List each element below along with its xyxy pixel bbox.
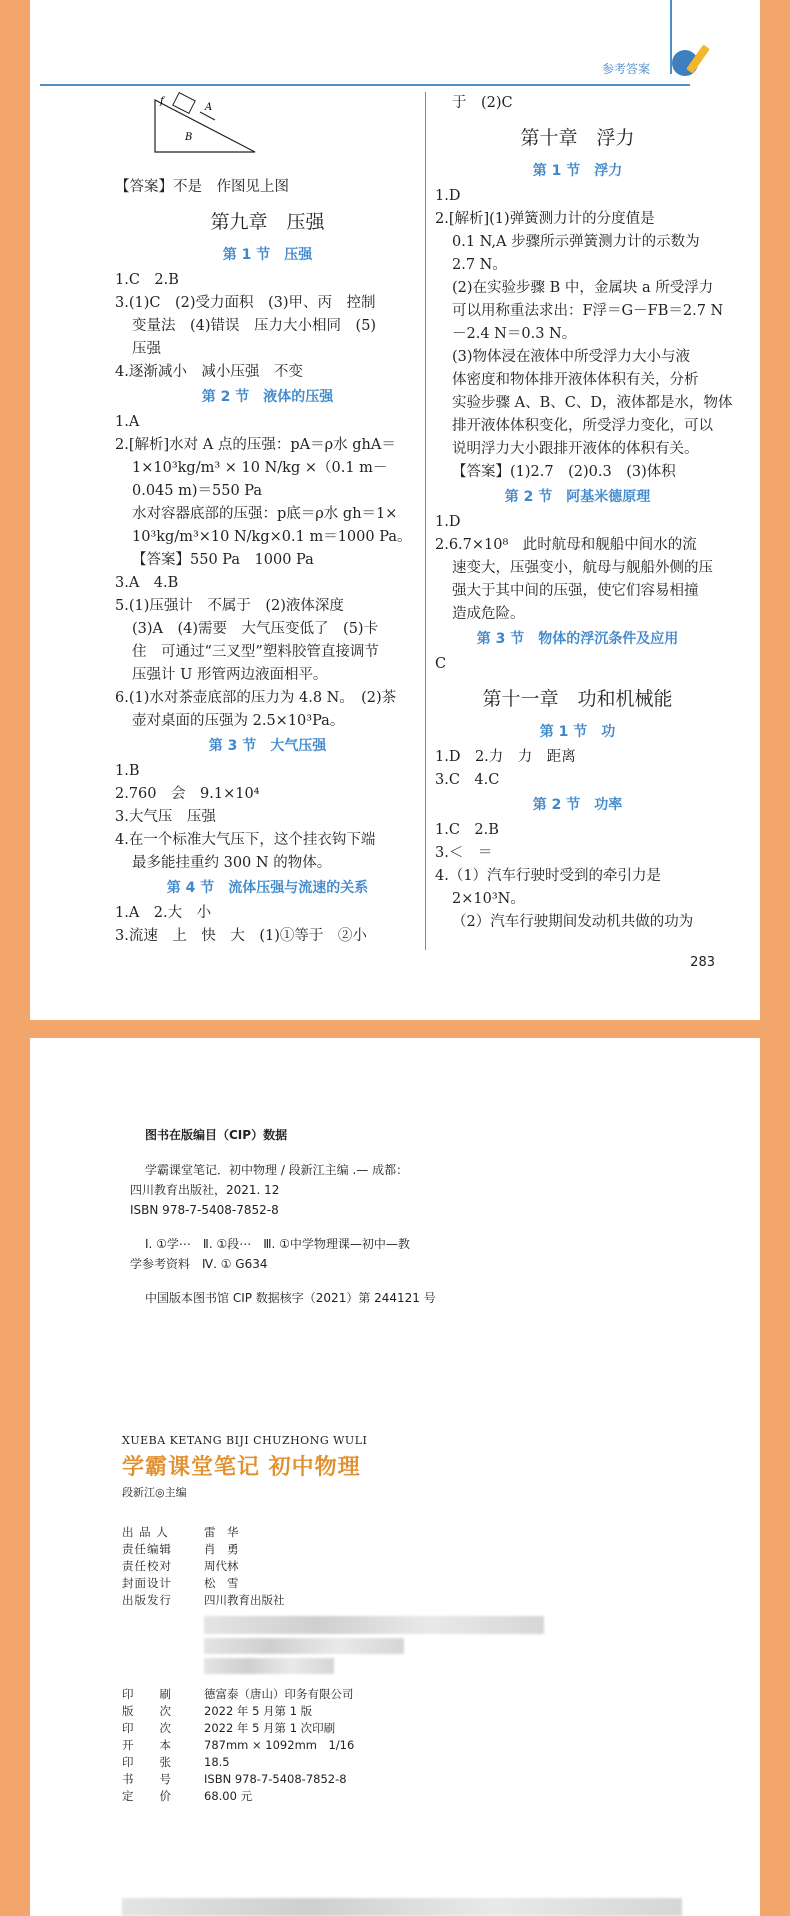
page-number: 283 [690, 955, 715, 970]
credit-row: 出 品 人 雷 华 [122, 1525, 239, 1539]
answer-line: 1.D 2.力 力 距离 [435, 749, 576, 765]
cip-number: 中国版本图书馆 CIP 数据核字（2021）第 244121 号 [145, 1291, 436, 1305]
section-title: 第 2 节 阿基米德原理 [504, 489, 651, 505]
class-block [145, 1234, 410, 1254]
answer-line: (2)在实验步骤 B 中，金属块 a 所受浮力 [452, 280, 714, 296]
section-title: 第 2 节 液体的压强 [201, 389, 334, 405]
section-title: 第 4 节 流体压强与流速的关系 [166, 880, 369, 896]
right-answer-lines [435, 92, 733, 934]
book-author: 段新江◎主编 [122, 1486, 187, 1499]
answer-line: 说明浮力大小跟排开液体的体积有关。 [452, 441, 699, 457]
print-row: 印 张 18.5 [122, 1755, 230, 1769]
diagram-label-f: f [160, 96, 164, 107]
answer-line: 3.C 4.C [435, 772, 500, 788]
left-answer-lines [115, 176, 420, 948]
print-row: 开 本 787mm × 1092mm 1/16 [122, 1738, 355, 1752]
answer-line: 1.D [435, 188, 461, 204]
diagram-label-b: B [185, 132, 193, 143]
answer-line: 【答案】(1)2.7 (2)0.3 (3)体积 [452, 464, 676, 480]
answer-page [30, 0, 760, 1020]
answer-line: 0.045 m)＝550 Pa [132, 483, 263, 499]
answer-line: －2.4 N＝0.3 N。 [452, 326, 577, 342]
answer-line: 水对容器底部的压强：p底＝ρ水 gh＝1× [132, 506, 398, 522]
answer-line: 2.6.7×10⁸ 此时航母和舰船中间水的流 [435, 537, 697, 553]
section-title: 第 2 节 功率 [532, 797, 623, 813]
answer-line: 5.(1)压强计 不属于 (2)液体深度 [115, 598, 344, 614]
print-row: 印 次 2022 年 5 月第 1 次印刷 [122, 1721, 336, 1735]
answer-line: 6.(1)水对茶壶底部的压力为 4.8 N。 (2)茶 [115, 690, 397, 706]
credit-row: 封面设计 松 雪 [122, 1576, 239, 1590]
answer-line: 10³kg/m³×10 N/kg×0.1 m＝1000 Pa。 [132, 529, 412, 545]
cip-title: 图书在版编目（CIP）数据 [145, 1128, 288, 1142]
answer-line: 2.760 会 9.1×10⁴ [115, 786, 260, 802]
answer-line: 体密度和物体排开液体体积有关，分析 [452, 372, 699, 388]
chapter-title: 第十一章 功和机械能 [482, 688, 673, 710]
header-rule [40, 84, 690, 86]
print-row: 版 次 2022 年 5 月第 1 版 [122, 1704, 313, 1718]
cip-line: ISBN 978-7-5408-7852-8 [130, 1203, 279, 1217]
redacted-address-3 [204, 1658, 334, 1674]
answer-line: 压强 [132, 341, 161, 357]
answer-line: 1.C 2.B [435, 822, 499, 838]
answer-line: 强大于其中间的压强，使它们容易相撞 [452, 583, 699, 599]
section-title: 第 3 节 物体的浮沉条件及应用 [476, 631, 679, 647]
answer-line: 壶对桌面的压强为 2.5×10³Pa。 [132, 713, 345, 729]
class-block-2 [130, 1254, 267, 1274]
answer-line: 1.A [115, 414, 140, 430]
answer-line: 于 (2)C [452, 95, 513, 111]
credit-row: 出版发行 四川教育出版社 [122, 1593, 285, 1607]
credits-list [122, 1524, 285, 1609]
answer-line: 4.逐渐减小 减小压强 不变 [115, 364, 303, 380]
answer-line: 3.＜ ＝ [435, 845, 493, 861]
answer-line: 【答案】不是 作图见上图 [115, 179, 289, 195]
answer-line: 2.7 N。 [452, 257, 507, 273]
answer-line: 可以用称重法求出：F浮＝G－FB＝2.7 N [452, 303, 724, 319]
diagram-label-a: A [205, 102, 213, 113]
answer-line: 3.A 4.B [115, 575, 179, 591]
answer-line: 最多能挂重约 300 N 的物体。 [132, 855, 332, 871]
right-column [435, 92, 733, 934]
incline-diagram [115, 92, 420, 170]
cip-line: 四川教育出版社，2021. 12 [130, 1183, 280, 1197]
section-title: 第 3 节 大气压强 [208, 738, 327, 754]
answer-line: 3.流速 上 快 大 (1)①等于 ②小 [115, 928, 367, 944]
answer-line: 【答案】550 Pa 1000 Pa [132, 552, 314, 568]
print-row: 书 号 ISBN 978-7-5408-7852-8 [122, 1772, 347, 1786]
answer-line: 住 可通过“三叉型”塑料胶管直接调节 [132, 644, 379, 660]
redacted-address [204, 1616, 544, 1634]
book-title: 学霸课堂笔记 初中物理 [122, 1455, 361, 1480]
answer-line: 0.1 N,A 步骤所示弹簧测力计的示数为 [452, 234, 700, 250]
print-info-list [122, 1686, 354, 1805]
answer-line: 造成危险。 [452, 606, 525, 622]
chapter-title: 第九章 压强 [210, 211, 325, 233]
answer-line: 2.[解析](1)弹簧测力计的分度值是 [435, 211, 655, 227]
class-line: Ⅰ. ①学⋯ Ⅱ. ①段⋯ Ⅲ. ①中学物理课—初中—教 [145, 1237, 410, 1251]
answer-line: 1.A 2.大 小 [115, 905, 212, 921]
answer-line: 1×10³kg/m³ × 10 N/kg ×（0.1 m－ [132, 460, 388, 476]
answer-line: 3.大气压 压强 [115, 809, 216, 825]
section-title: 第 1 节 压强 [222, 247, 313, 263]
copyright-page [30, 1038, 760, 1916]
answer-line: 1.D [435, 514, 461, 530]
answer-line: 3.(1)C (2)受力面积 (3)甲、丙 控制 [115, 295, 376, 311]
answer-line: 变量法 (4)错误 压力大小相同 (5) [132, 318, 377, 334]
answer-line: 2.[解析]水对 A 点的压强：pA＝ρ水 ghA＝ [115, 437, 396, 453]
answer-line: 实验步骤 A、B、C、D，液体都是水，物体 [452, 395, 733, 411]
answer-line: 4.在一个标准大气压下，这个挂衣钩下端 [115, 832, 376, 848]
redacted-footer [122, 1898, 682, 1916]
class-line: 学参考资料 Ⅳ. ① G634 [130, 1257, 268, 1271]
answer-line: （2）汽车行驶期间发动机共做的功为 [452, 914, 694, 930]
book-pinyin: XUEBA KETANG BIJI CHUZHONG WULI [122, 1434, 368, 1447]
print-row: 印 刷 德富泰（唐山）印务有限公司 [122, 1687, 354, 1701]
chapter-title: 第十章 浮力 [520, 127, 635, 149]
answer-line: 压强计 U 形管两边液面相平。 [132, 667, 328, 683]
credit-row: 责任编辑 肖 勇 [122, 1542, 239, 1556]
cip-block [145, 1160, 408, 1180]
cip-line: 学霸课堂笔记．初中物理 / 段新江主编 .— 成都： [145, 1163, 409, 1177]
left-column [115, 92, 420, 948]
answer-line: (3)物体浸在液体中所受浮力大小与液 [452, 349, 691, 365]
answer-line: C [435, 656, 447, 672]
print-row: 定 价 68.00 元 [122, 1789, 253, 1803]
credit-row: 责任校对 周代林 [122, 1559, 239, 1573]
section-title: 第 1 节 浮力 [532, 163, 623, 179]
redacted-address-2 [204, 1638, 404, 1654]
answer-line: (3)A (4)需要 大气压变低了 (5)卡 [132, 621, 379, 637]
answer-line: 2×10³N。 [452, 891, 525, 907]
column-divider [425, 92, 426, 950]
section-title: 第 1 节 功 [539, 724, 616, 740]
answer-line: 1.B [115, 763, 140, 779]
answer-line: 速变大，压强变小，航母与舰船外侧的压 [452, 560, 713, 576]
incline-figure [115, 92, 275, 170]
answer-line: 4.（1）汽车行驶时受到的牵引力是 [435, 868, 662, 884]
answer-line: 排开液体体积变化，所受浮力变化，可以 [452, 418, 713, 434]
answer-line: 1.C 2.B [115, 272, 179, 288]
header-title: 参考答案 [601, 62, 650, 76]
cip-block-2 [130, 1180, 279, 1220]
